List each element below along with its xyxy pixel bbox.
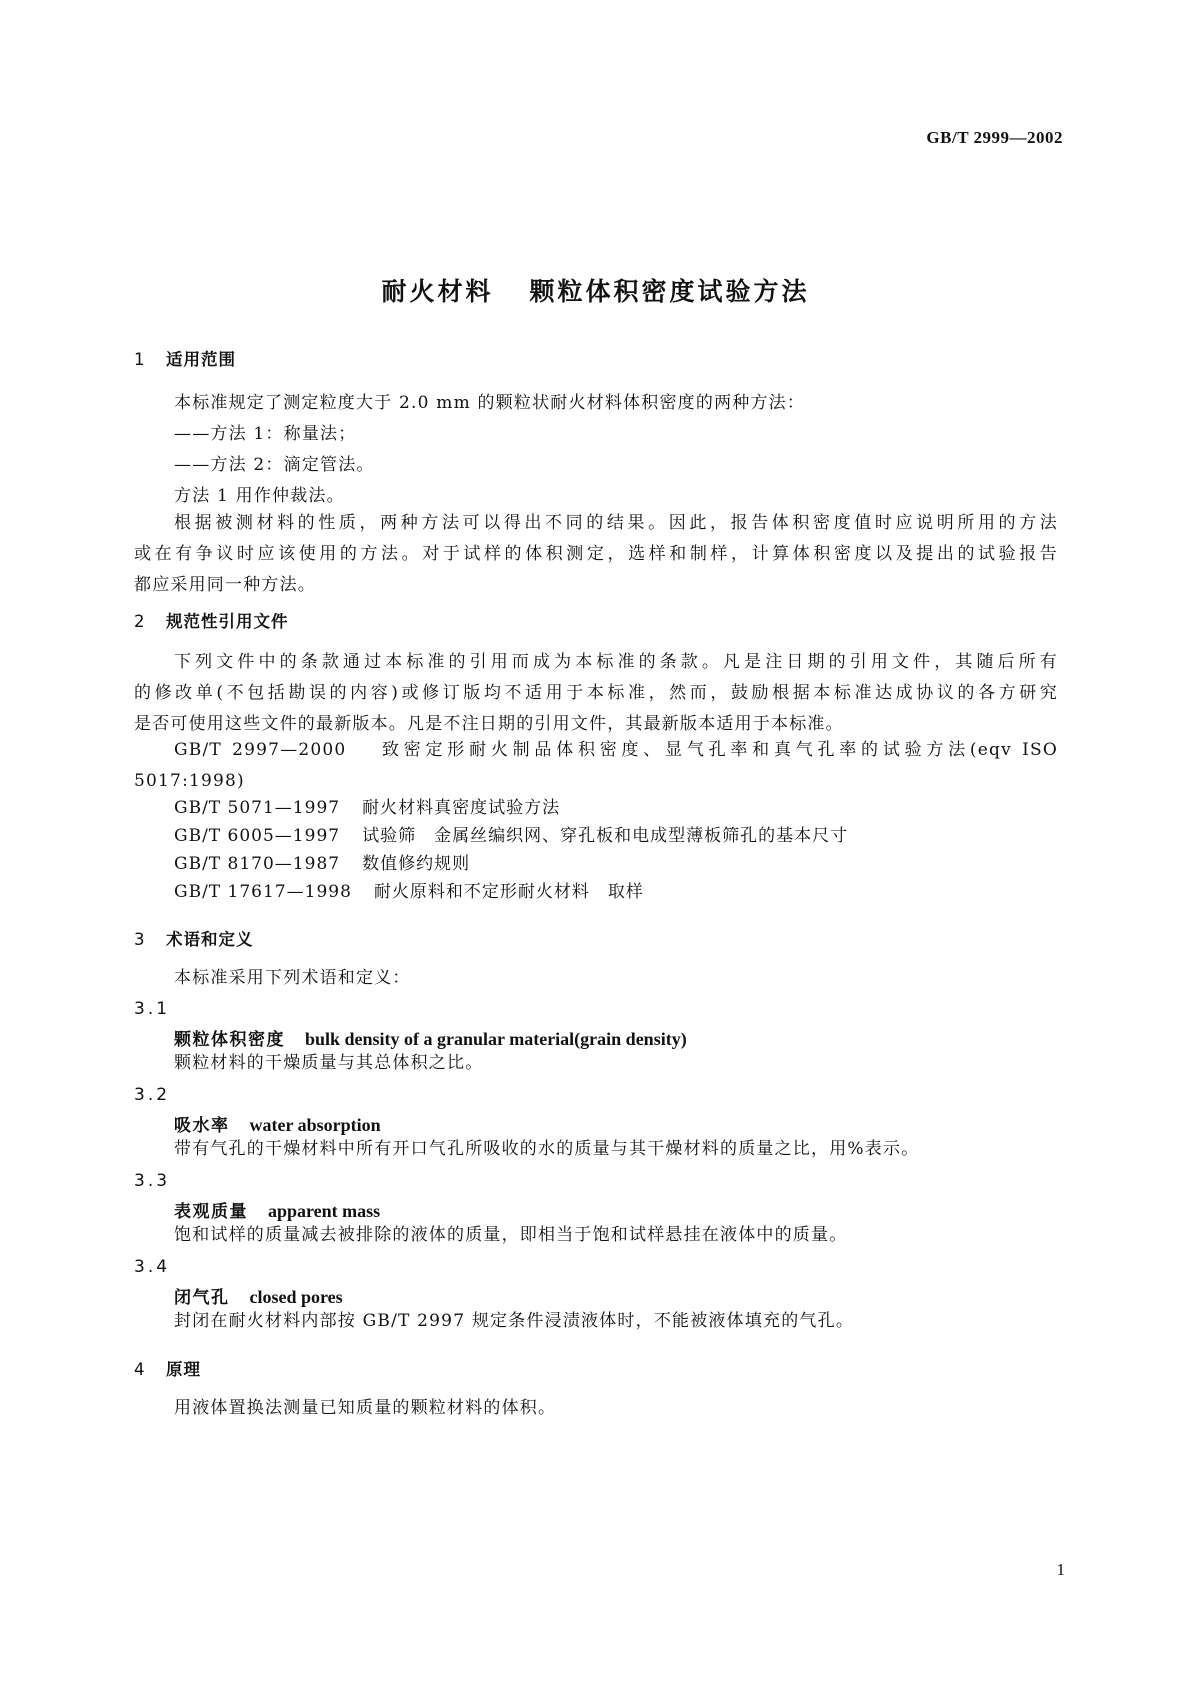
- reference-title: 耐火原料和不定形耐火材料 取样: [373, 882, 644, 902]
- title-part-2: 颗粒体积密度试验方法: [529, 277, 810, 306]
- s2-p1-line-2: 的修改单(不包括勘误的内容)或修订版均不适用于本标准，然而，鼓励根据本标准达成协议的各方研究: [134, 683, 1058, 703]
- term-heading: 闭气孔 closed pores: [174, 1287, 343, 1308]
- section-heading-3: 3 术语和定义: [134, 930, 254, 949]
- term-number: 3.1: [134, 999, 171, 1019]
- term-definition: 带有气孔的干燥材料中所有开口气孔所吸收的水的质量与其干燥材料的质量之比，用%表示。: [174, 1139, 920, 1159]
- s1-paragraph-2: 方法 1 用作仲裁法。: [174, 486, 345, 506]
- s2-p1-line-3: 是否可使用这些文件的最新版本。凡是不注日期的引用文件，其最新版本适用于本标准。: [134, 714, 844, 734]
- reference-code: GB/T 5071—1997: [174, 798, 341, 818]
- reference-code: GB/T 8170—1987: [174, 854, 341, 874]
- section-heading-2: 2 规范性引用文件: [134, 612, 289, 631]
- term-definition: 饱和试样的质量减去被排除的液体的质量，即相当于饱和试样悬挂在液体中的质量。: [174, 1225, 848, 1245]
- s1-p3-line-1: 根据被测材料的性质，两种方法可以得出不同的结果。因此，报告体积密度值时应说明所用的方法: [174, 513, 1058, 533]
- title-part-1: 耐火材料: [381, 277, 494, 306]
- term-definition: 颗粒材料的干燥质量与其总体积之比。: [174, 1053, 484, 1073]
- s1-method-1: ——方法 1：称量法；: [174, 424, 357, 444]
- reference-2: [174, 793, 560, 824]
- s4-paragraph-1: 用液体置换法测量已知质量的颗粒材料的体积。: [174, 1398, 557, 1418]
- s2-p1-line-1: 下列文件中的条款通过本标准的引用而成为本标准的条款。凡是注日期的引用文件，其随后所有: [174, 652, 1058, 672]
- reference-4: [174, 849, 470, 880]
- s2-paragraph-1: [134, 647, 1058, 740]
- term-number: 3.4: [134, 1257, 171, 1277]
- standard-code: GB/T 2999—2002: [926, 128, 1063, 147]
- reference-code: GB/T 6005—1997: [174, 826, 341, 846]
- reference-title: 致密定形耐火制品体积密度、显气孔率和真气孔率的试验方法(eqv ISO: [381, 740, 1058, 760]
- reference-continuation: 5017:1998): [134, 771, 245, 791]
- term-number: 3.3: [134, 1171, 171, 1191]
- reference-5: [174, 877, 644, 908]
- term-heading: 表观质量 apparent mass: [174, 1201, 381, 1222]
- reference-1: [134, 735, 1058, 797]
- section-heading-1: 1 适用范围: [134, 350, 236, 369]
- reference-title: 耐火材料真密度试验方法: [362, 798, 561, 818]
- term-definition: 封闭在耐火材料内部按 GB/T 2997 规定条件浸渍液体时，不能被液体填充的气孔。: [174, 1311, 855, 1331]
- document-title: [0, 272, 1191, 308]
- s1-paragraph-1: 本标准规定了测定粒度大于 2.0 mm 的颗粒状耐火材料体积密度的两种方法：: [174, 393, 806, 413]
- section-heading-4: 4 原理: [134, 1360, 201, 1379]
- s1-p3-line-2: 或在有争议时应该使用的方法。对于试样的体积测定，选样和制样，计算体积密度以及提出的试验报告: [134, 544, 1058, 564]
- reference-code: GB/T 2997—2000: [174, 740, 347, 760]
- reference-title: 数值修约规则: [362, 854, 471, 874]
- term-number: 3.2: [134, 1085, 171, 1105]
- s1-p3-line-3: 都应采用同一种方法。: [134, 575, 316, 595]
- s1-paragraph-3: [134, 508, 1058, 601]
- term-heading: 颗粒体积密度 bulk density of a granular material(grain density): [174, 1029, 687, 1050]
- reference-3: [174, 821, 848, 852]
- term-heading: 吸水率 water absorption: [174, 1115, 381, 1136]
- page-number: 1: [1056, 1560, 1065, 1579]
- s1-method-2: ——方法 2：滴定管法。: [174, 455, 375, 475]
- reference-title: 试验筛 金属丝编织网、穿孔板和电成型薄板筛孔的基本尺寸: [362, 826, 849, 846]
- reference-code: GB/T 17617—1998: [174, 882, 352, 902]
- s3-intro: 本标准采用下列术语和定义：: [174, 968, 411, 988]
